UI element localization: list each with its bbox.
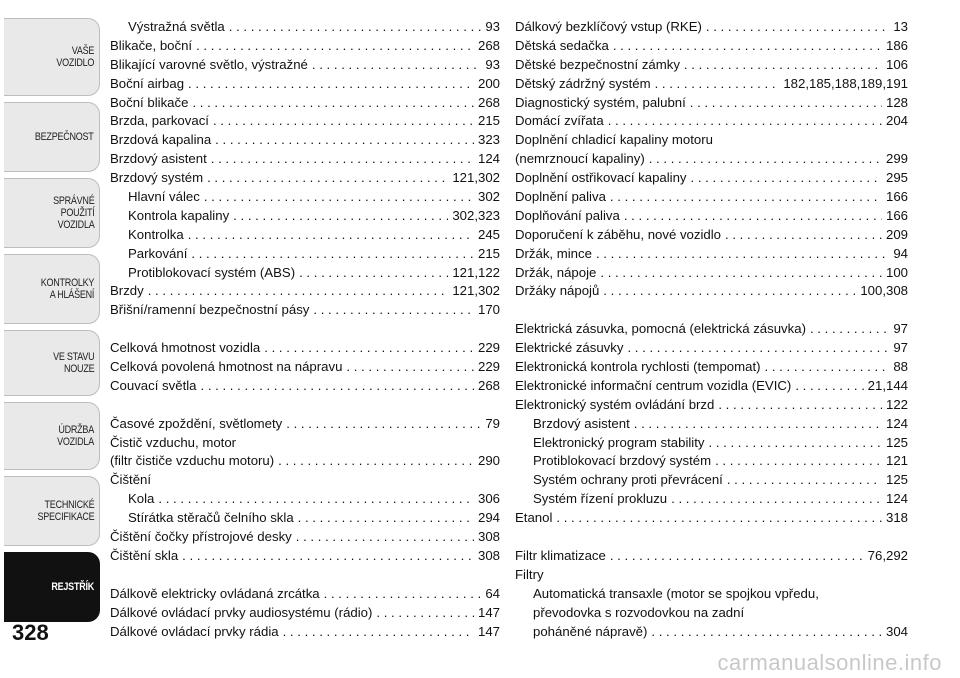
index-entry-label: Hlavní válec xyxy=(128,189,200,205)
index-entry-label: Kola xyxy=(128,491,155,507)
dot-leader xyxy=(182,547,474,566)
index-heading: převodovka s rozvodovkou na zadní xyxy=(533,604,745,620)
index-column-right xyxy=(515,18,908,641)
chapter-tab-label: TECHNICKÉ SPECIFIKACE xyxy=(37,499,94,523)
index-entry[interactable] xyxy=(515,377,908,396)
index-entry[interactable] xyxy=(515,547,908,566)
index-entry[interactable] xyxy=(515,245,908,264)
index-entry[interactable] xyxy=(515,509,908,528)
watermark: carmanualsonline.info xyxy=(717,650,942,675)
dot-leader xyxy=(603,282,856,301)
index-entry-page[interactable]: 100,308 xyxy=(860,283,908,299)
index-entry[interactable] xyxy=(515,623,908,642)
section-gap xyxy=(110,396,500,415)
index-entry-page[interactable]: 93 xyxy=(485,19,500,34)
index-entry[interactable] xyxy=(110,547,500,566)
index-entry-page[interactable]: 294 xyxy=(477,510,500,526)
index-entry-label: Dálkové ovládací prvky rádia xyxy=(110,623,279,639)
index-entry[interactable] xyxy=(110,282,500,301)
dot-leader xyxy=(207,169,448,188)
index-entry-page[interactable]: 121 xyxy=(885,453,908,469)
dot-leader xyxy=(765,358,890,377)
dot-leader xyxy=(718,396,882,415)
dot-leader xyxy=(286,415,481,434)
index-entry-label: Brzdy xyxy=(110,283,144,299)
dot-leader xyxy=(610,188,882,207)
index-entry[interactable] xyxy=(110,150,500,169)
index-heading: Doplnění chladicí kapaliny motoru xyxy=(515,132,713,148)
index-entry[interactable] xyxy=(110,226,500,245)
index-entry[interactable] xyxy=(515,169,908,188)
dot-leader xyxy=(346,358,474,377)
index-entry-page[interactable]: 125 xyxy=(885,434,908,450)
index-heading: Čistič vzduchu, motor xyxy=(110,434,237,450)
index-entry-label: Boční airbag xyxy=(110,75,185,91)
index-entry-label: Držák, mince xyxy=(515,245,592,261)
index-entry-label: Celková hmotnost vozidla xyxy=(110,340,261,356)
index-entry-page[interactable]: 124 xyxy=(885,415,908,431)
chapter-tab-4[interactable] xyxy=(4,254,100,324)
index-heading: Automatická transaxle (motor se spojkou vpředu, xyxy=(533,585,819,601)
dot-leader xyxy=(213,112,474,131)
index-entry-label: Doporučení k záběhu, nové vozidlo xyxy=(515,226,722,242)
index-entry-page[interactable]: 122 xyxy=(885,396,908,412)
index-entry[interactable] xyxy=(110,623,500,642)
index-entry-page[interactable]: 13 xyxy=(893,19,908,34)
index-entry-page[interactable]: 302 xyxy=(477,189,500,205)
section-gap xyxy=(110,566,500,585)
index-entry-label: Dálkový bezklíčový vstup (RKE) xyxy=(515,19,702,34)
chapter-tab-label: ÚDRŽBA VOZIDLA xyxy=(57,424,94,448)
index-entry-label: Elektronický systém ovládání brzd xyxy=(515,396,715,412)
index-entry-label: Brzdová kapalina xyxy=(110,132,212,148)
index-entry[interactable] xyxy=(515,339,908,358)
index-entry-label: Brzdový asistent xyxy=(110,151,207,167)
dot-leader xyxy=(204,188,474,207)
index-entry-page[interactable]: 304 xyxy=(885,623,908,639)
chapter-tab-2[interactable] xyxy=(4,102,100,172)
dot-leader xyxy=(795,377,863,396)
index-entry-page[interactable]: 166 xyxy=(885,189,908,205)
index-entry[interactable] xyxy=(515,112,908,131)
index-entry-page[interactable]: 93 xyxy=(485,56,500,72)
dot-leader xyxy=(810,320,889,339)
index-entry[interactable] xyxy=(515,94,908,113)
index-entry-page[interactable]: 79 xyxy=(485,415,500,431)
index-entry-label: Parkování xyxy=(128,245,188,261)
index-entry[interactable] xyxy=(515,358,908,377)
index-entry-label: Domácí zvířata xyxy=(515,113,604,129)
dot-leader xyxy=(596,245,889,264)
index-entry[interactable] xyxy=(515,150,908,169)
index-entry-label: Doplnění paliva xyxy=(515,189,606,205)
index-entry-page[interactable]: 308 xyxy=(477,547,500,563)
index-entry-page[interactable]: 323 xyxy=(477,132,500,148)
index-entry-page[interactable]: 306 xyxy=(477,491,500,507)
index-entry-page[interactable]: 290 xyxy=(477,453,500,469)
dot-leader xyxy=(671,490,882,509)
dot-leader xyxy=(556,509,882,528)
index-entry[interactable] xyxy=(110,585,500,604)
index-entry-page[interactable]: 125 xyxy=(885,472,908,488)
index-entry-label: Držáky nápojů xyxy=(515,283,600,299)
index-entry-page[interactable]: 268 xyxy=(477,94,500,110)
dot-leader xyxy=(684,56,882,75)
index-entry[interactable] xyxy=(515,471,908,490)
dot-leader xyxy=(296,528,474,547)
index-entry[interactable] xyxy=(515,226,908,245)
index-entry-label: Dálkové ovládací prvky audiosystému (rádio) xyxy=(110,604,373,620)
index-entry-page[interactable]: 268 xyxy=(477,37,500,53)
index-entry[interactable] xyxy=(110,207,500,226)
chapter-tab-6[interactable] xyxy=(4,402,100,470)
index-entry[interactable] xyxy=(110,415,500,434)
dot-leader xyxy=(627,339,889,358)
index-column-left xyxy=(110,18,500,641)
index-entry[interactable] xyxy=(110,37,500,56)
index-entry-label: poháněné nápravě) xyxy=(533,623,648,639)
index-entry-page[interactable]: 229 xyxy=(477,340,500,356)
index-entry-page[interactable]: 121,122 xyxy=(452,264,500,280)
index-entry-label: Kontrola kapaliny xyxy=(128,207,230,223)
index-entry-label: Doplňování paliva xyxy=(515,207,620,223)
index-entry[interactable] xyxy=(110,490,500,509)
index-entry-page[interactable]: 215 xyxy=(477,245,500,261)
index-heading: Čištění xyxy=(110,472,152,488)
index-entry-page[interactable]: 147 xyxy=(477,623,500,639)
dot-leader xyxy=(691,169,882,188)
index-entry-label: Časové zpoždění, světlomety xyxy=(110,415,283,431)
index-entry-page[interactable]: 170 xyxy=(477,302,500,318)
index-entry-label: Brzda, parkovací xyxy=(110,113,209,129)
dot-leader xyxy=(283,623,474,642)
index-entry-page[interactable]: 209 xyxy=(885,226,908,242)
dot-leader xyxy=(709,434,882,453)
dot-leader xyxy=(196,37,474,56)
index-entry-page[interactable]: 88 xyxy=(893,359,908,375)
index-entry[interactable] xyxy=(110,75,500,94)
index-entry-label: Elektronické informační centrum vozidla (EVIC) xyxy=(515,377,792,393)
section-gap xyxy=(515,301,908,320)
index-entry-page[interactable]: 128 xyxy=(885,94,908,110)
index-entry-page[interactable]: 64 xyxy=(485,585,500,601)
index-entry-page[interactable]: 302,323 xyxy=(452,207,500,223)
index-entry-page[interactable]: 308 xyxy=(477,529,500,545)
index-entry[interactable] xyxy=(110,245,500,264)
index-entry-label: Couvací světla xyxy=(110,377,197,393)
chapter-tab-label: BEZPEČNOST xyxy=(35,131,94,143)
index-entry-page[interactable]: 299 xyxy=(885,151,908,167)
section-gap xyxy=(515,528,908,547)
index-entry-page[interactable]: 94 xyxy=(893,245,908,261)
dot-leader xyxy=(376,604,474,623)
index-entry-label: Blikající varovné světlo, výstražné xyxy=(110,56,308,72)
index-entry-label: Dětská sedačka xyxy=(515,37,609,53)
section-gap xyxy=(110,320,500,339)
index-entry-label: Dálkově elektricky ovládaná zrcátka xyxy=(110,585,320,601)
index-entry[interactable] xyxy=(110,604,500,623)
dot-leader xyxy=(188,226,474,245)
index-entry-label: Čištění čočky přístrojové desky xyxy=(110,529,292,545)
index-entry[interactable] xyxy=(110,264,500,283)
index-entry[interactable] xyxy=(515,282,908,301)
chapter-tab-label: SPRÁVNÉ POUŽITÍ VOZIDLA xyxy=(52,195,94,231)
index-entry-page[interactable]: 295 xyxy=(885,170,908,186)
index-entry-label: Systém řízení prokluzu xyxy=(533,491,668,507)
dot-leader xyxy=(655,75,780,94)
dot-leader xyxy=(651,623,882,642)
index-entry[interactable] xyxy=(110,528,500,547)
dot-leader xyxy=(610,547,864,566)
dot-leader xyxy=(600,264,882,283)
dot-leader xyxy=(188,75,474,94)
dot-leader xyxy=(725,226,882,245)
index-entry-label: (nemrznoucí kapaliny) xyxy=(515,151,645,167)
dot-leader xyxy=(649,150,882,169)
dot-leader xyxy=(158,490,474,509)
dot-leader xyxy=(278,452,474,471)
index-entry[interactable] xyxy=(515,18,908,37)
chapter-tab-3[interactable] xyxy=(4,178,100,248)
index-entry-page[interactable]: 21,144 xyxy=(867,377,908,393)
index-entry-label: Protiblokovací systém (ABS) xyxy=(128,264,296,280)
index-entry-label: Blikače, boční xyxy=(110,37,193,53)
index-entry-label: Protiblokovací brzdový systém xyxy=(533,453,712,469)
index-entry[interactable] xyxy=(515,207,908,226)
index-entry-page[interactable]: 186 xyxy=(885,37,908,53)
index-entry-label: Brzdový systém xyxy=(110,170,204,186)
index-entry-page[interactable]: 76,292 xyxy=(867,547,908,563)
dot-leader xyxy=(715,452,882,471)
chapter-tab-label: REJSTŘÍK xyxy=(51,581,94,593)
dot-leader xyxy=(613,37,882,56)
index-entry-page[interactable]: 268 xyxy=(477,377,500,393)
index-entry-page[interactable]: 106 xyxy=(885,56,908,72)
index-entry[interactable] xyxy=(515,320,908,339)
index-entry-label: Boční blikače xyxy=(110,94,189,110)
chapter-tab-5[interactable] xyxy=(4,330,100,396)
index-entry[interactable] xyxy=(110,94,500,113)
index-entry-label: Brzdový asistent xyxy=(533,415,630,431)
index-entry-label: Elektronický program stability xyxy=(533,434,705,450)
index-entry-page[interactable]: 318 xyxy=(885,510,908,526)
chapter-tab-7[interactable] xyxy=(4,476,100,546)
index-entry-label: Elektronická kontrola rychlosti (tempomat) xyxy=(515,359,761,375)
index-entry-label: Čištění skla xyxy=(110,547,179,563)
dot-leader xyxy=(148,282,449,301)
index-entry-page[interactable]: 182,185,188,189,191 xyxy=(783,75,908,91)
index-entry[interactable] xyxy=(515,75,908,94)
dot-leader xyxy=(298,509,474,528)
dot-leader xyxy=(229,18,482,37)
dot-leader xyxy=(201,377,474,396)
index-entry-label: Elektrické zásuvky xyxy=(515,340,624,356)
index-entry-page[interactable]: 124 xyxy=(477,151,500,167)
dot-leader xyxy=(706,18,889,37)
index-entry-page[interactable]: 121,302 xyxy=(452,283,500,299)
dot-leader xyxy=(264,339,474,358)
index-entry-label: Dětský zádržný systém xyxy=(515,75,651,91)
page-number: 328 xyxy=(12,620,49,645)
dot-leader xyxy=(191,245,474,264)
dot-leader xyxy=(313,301,474,320)
index-entry[interactable] xyxy=(110,358,500,377)
index-entry[interactable] xyxy=(515,188,908,207)
index-entry[interactable] xyxy=(110,169,500,188)
index-entry[interactable] xyxy=(110,301,500,320)
index-entry-label: Systém ochrany proti převrácení xyxy=(533,472,723,488)
index-entry-label: Kontrolka xyxy=(128,226,184,242)
index-entry[interactable] xyxy=(110,56,500,75)
dot-leader xyxy=(211,150,474,169)
index-entry-label: Etanol xyxy=(515,510,553,526)
dot-leader xyxy=(690,94,882,113)
index-entry-page[interactable]: 124 xyxy=(885,491,908,507)
index-entry-page[interactable]: 204 xyxy=(885,113,908,129)
chapter-tab-label: VE STAVU NOUZE xyxy=(52,351,94,375)
index-entry[interactable] xyxy=(110,377,500,396)
index-entry[interactable] xyxy=(515,56,908,75)
dot-leader xyxy=(727,471,882,490)
index-entry[interactable] xyxy=(515,452,908,471)
index-entry-page[interactable]: 121,302 xyxy=(452,170,500,186)
dot-leader xyxy=(312,56,481,75)
dot-leader xyxy=(192,94,474,113)
index-entry-page[interactable]: 166 xyxy=(885,207,908,223)
chapter-tab-label: VAŠE VOZIDLO xyxy=(56,45,94,69)
index-entry[interactable] xyxy=(110,452,500,471)
index-entry-page[interactable]: 97 xyxy=(893,321,908,337)
index-entry[interactable] xyxy=(515,37,908,56)
index-entry-label: Stírátka stěračů čelního skla xyxy=(128,510,294,526)
chapter-tab-8[interactable] xyxy=(4,552,100,622)
index-entry-label: Filtr klimatizace xyxy=(515,547,606,563)
index-entry[interactable] xyxy=(110,18,500,37)
index-entry-label: Diagnostický systém, palubní xyxy=(515,94,686,110)
index-entry-label: Doplnění ostřikovací kapaliny xyxy=(515,170,687,186)
chapter-tab-label: KONTROLKY A HLÁŠENÍ xyxy=(40,277,94,301)
index-entry-label: Výstražná světla xyxy=(128,19,225,34)
index-entry[interactable] xyxy=(515,490,908,509)
dot-leader xyxy=(324,585,482,604)
index-entry[interactable] xyxy=(110,131,500,150)
index-entry-page[interactable]: 215 xyxy=(477,113,500,129)
index-entry[interactable] xyxy=(515,396,908,415)
index-entry-label: (filtr čističe vzduchu motoru) xyxy=(110,453,275,469)
index-entry[interactable] xyxy=(110,339,500,358)
chapter-tab-1[interactable] xyxy=(4,18,100,96)
index-entry[interactable] xyxy=(515,415,908,434)
index-entry[interactable] xyxy=(515,264,908,283)
index-entry-page[interactable]: 97 xyxy=(893,340,908,356)
index-entry-page[interactable]: 229 xyxy=(477,359,500,375)
index-entry-page[interactable]: 200 xyxy=(477,75,500,91)
dot-leader xyxy=(624,207,882,226)
index-entry-label: Celková povolená hmotnost na nápravu xyxy=(110,359,343,375)
dot-leader xyxy=(233,207,448,226)
index-entry[interactable] xyxy=(110,509,500,528)
index-entry-page[interactable]: 147 xyxy=(477,604,500,620)
dot-leader xyxy=(299,264,448,283)
index-entry-label: Držák, nápoje xyxy=(515,264,597,280)
index-entry-label: Elektrická zásuvka, pomocná (elektrická zásuvka) xyxy=(515,321,806,337)
index-entry-page[interactable]: 100 xyxy=(885,264,908,280)
index-heading: Filtry xyxy=(515,566,544,582)
dot-leader xyxy=(634,415,882,434)
dot-leader xyxy=(215,131,474,150)
index-entry-page[interactable]: 245 xyxy=(477,226,500,242)
dot-leader xyxy=(608,112,882,131)
index-entry[interactable] xyxy=(110,188,500,207)
index-entry-label: Břišní/ramenní bezpečnostní pásy xyxy=(110,302,310,318)
index-entry-label: Dětské bezpečnostní zámky xyxy=(515,56,680,72)
index-entry[interactable] xyxy=(110,112,500,131)
index-entry[interactable] xyxy=(515,434,908,453)
